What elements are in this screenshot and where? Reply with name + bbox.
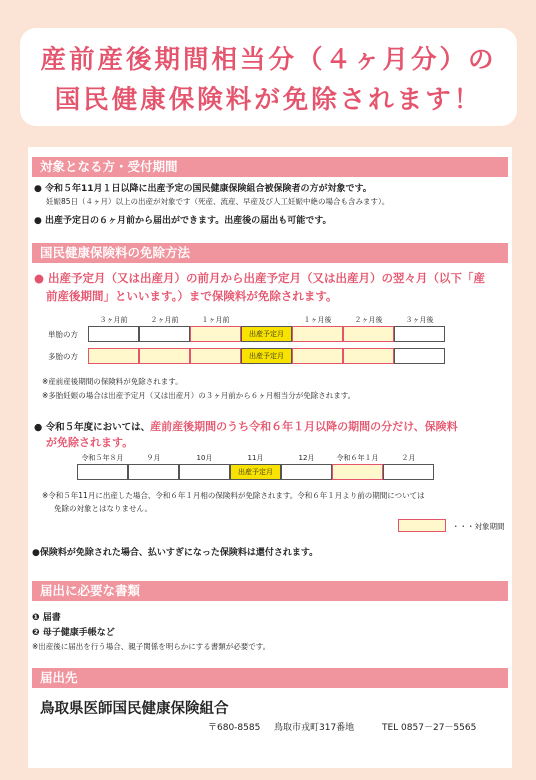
documents-note: ※出産後に届出を行う場合、親子関係を明らかにする書類が必要です。 [32,642,271,651]
timeline-cell-due [241,348,292,364]
timeline-cell [394,348,445,364]
eligibility-bullet-1: ● 令和５年11月１日以降に出産予定の国民健康保険組合被保険者の方が対象です。 [34,184,372,194]
eligibility-bullet-2: ● 出産予定日の６ヶ月前から届出ができます。出産後の届出も可能です。 [34,216,332,226]
address: 鳥取市戎町317番地 [274,723,355,733]
method-note-3-line-2: 免除の対象とはなりません。 [54,504,152,513]
timeline2-month: 12月 [298,454,315,462]
r5-red-1: 産前産後期間のうち令和６年１月以降の期間の分だけ、保険料 [150,420,458,433]
timeline1-multi-label: 多胎の方 [48,352,78,361]
refund-note: ●保険料が免除された場合、払いすぎになった保険料は還付されます。 [32,548,319,558]
timeline1-month: ２ヶ月後 [354,316,383,324]
due-label: 出産予定月 [249,352,284,360]
timeline1-month: １ヶ月後 [303,316,332,324]
eligibility-bullet-1-text: 令和５年11月１日以降に出産予定の国民健康保険組合被保険者の方が対象です。 [45,184,372,194]
method-lead-line-2: 前産後期間」といいます。）まで保険料が免除されます。 [46,289,338,303]
section-header-documents: 届出に必要な書類 [32,581,508,601]
section-header-submission: 届出先 [32,668,508,688]
timeline-cell-exempt [343,348,394,364]
title-line-1: 産前産後期間相当分（４ヶ月分）の [40,45,497,75]
timeline-cell [281,464,332,480]
timeline-cell-exempt [139,348,190,364]
timeline1-month: ２ヶ月前 [150,316,179,324]
document-item-1-text: 届書 [42,613,61,623]
method-lead-line-1-text: 出産予定月（又は出産月）の前月から出産予定月（又は出産月）の翌々月（以下「産 [48,271,486,285]
section-header-eligibility: 対象となる方・受付期間 [32,157,508,177]
postal-code: 〒680-8585 [208,723,261,733]
document-item-2-text: 母子健康手帳など [42,628,115,638]
due-label: 出産予定月 [249,330,284,338]
due-label: 出産予定月 [238,468,273,476]
timeline1-single-label: 単胎の方 [48,330,78,339]
timeline1-multi-row [88,348,445,364]
timeline2-month: 10月 [196,454,213,462]
timeline-cell-exempt [343,326,394,342]
timeline-cell-exempt [292,326,343,342]
timeline-cell-exempt [88,348,139,364]
timeline-cell [179,464,230,480]
title-line-2: 国民健康保険料が免除されます！ [54,85,483,115]
r5-red-2: が免除されます。 [46,436,134,449]
timeline-cell-due [241,326,292,342]
title-box [20,28,517,126]
method-note-1: ※産前産後期間の保険料が免除されます。 [42,377,183,386]
timeline-cell [88,326,139,342]
timeline-cell-exempt [190,348,241,364]
telephone: TEL 0857－27－5565 [382,723,477,733]
timeline-cell-exempt [292,348,343,364]
method-note-2: ※多胎妊娠の場合は出産予定月（又は出産月）の３ヶ月前から６ヶ月相当分が免除されます。 [42,391,356,400]
eligibility-note: 妊娠85日（４ヶ月）以上の出産が対象です（死産、流産、早産及び人工妊娠中絶の場合も含みます）。 [46,197,390,206]
timeline-cell-exempt [190,326,241,342]
document-item-1-num: ❶ [32,613,40,623]
timeline1-single-row [88,326,445,342]
legend-exempt-label: ・・・対象期間 [452,522,505,531]
timeline2-month: 11月 [247,454,264,462]
r5-line-1: ● 令和５年度においては、産前産後期間のうち令和６年１月以降の期間の分だけ、保険料 [34,420,458,433]
timeline-cell-due [230,464,281,480]
timeline-cell [139,326,190,342]
timeline-cell-exempt [332,464,383,480]
eligibility-bullet-2-text: 出産予定日の６ヶ月前から届出ができます。出産後の届出も可能です。 [45,216,332,226]
organization-name: 鳥取県医師国民健康保険組合 [40,701,229,717]
timeline-cell [394,326,445,342]
content-card [28,147,512,768]
timeline1-month: １ヶ月前 [201,316,230,324]
legend-exempt-swatch [398,519,446,532]
document-item-2-num: ❷ [32,628,40,638]
section-header-method: 国民健康保険料の免除方法 [32,243,508,263]
method-note-3-line-1: ※令和５年11月に出産した場合、令和６年１月相の保険料が免除されます。令和６年１月より前の期間については [42,491,425,500]
method-lead-line-1: ● 出産予定月（又は出産月）の前月から出産予定月（又は出産月）の翌々月（以下「産 [34,271,486,285]
timeline2-month: 令和５年８月 [81,454,124,462]
timeline-cell [383,464,434,480]
timeline2-row [77,464,434,480]
timeline2-month: ９月 [146,454,161,462]
timeline2-month: 令和６年１月 [336,454,379,462]
r5-prefix: 令和５年度においては、 [45,422,151,433]
document-item-1 [32,610,61,623]
timeline-cell [77,464,128,480]
timeline-cell [128,464,179,480]
timeline1-month: ３ヶ月後 [405,316,434,324]
document-item-2 [32,625,115,638]
timeline1-month: ３ヶ月前 [99,316,128,324]
timeline2-month: ２月 [401,454,416,462]
